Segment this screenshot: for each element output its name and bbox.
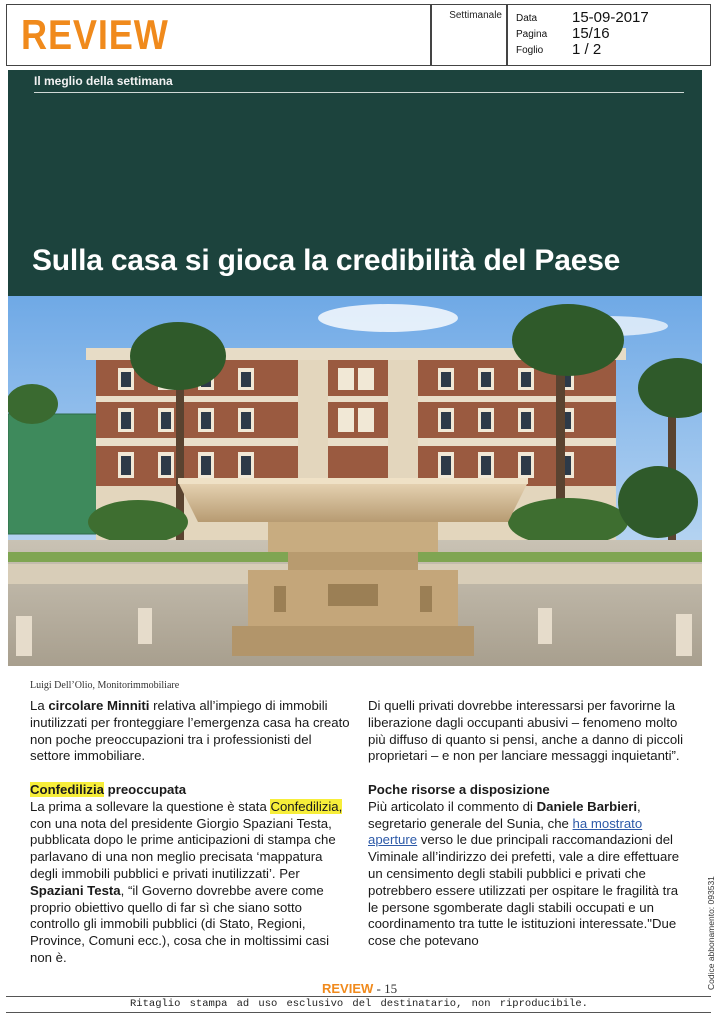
disclaimer-word: del [352,998,372,1010]
disclaimer-word: uso [258,998,278,1010]
meta-page [516,25,706,41]
disclaimer-word: destinatario, [380,998,463,1010]
logo-box [6,4,431,66]
footer-divider [6,1012,711,1013]
photo-credit: Luigi Dell’Olio, Monitorimmobiliare [30,680,180,691]
article-column-right [368,698,690,967]
paragraph: Di quelli privati dovrebbe interessarsi per favorirne la liberazione dagli occupanti abusivi – fenomeno molto più diffuso di quanto si pensi, anche a danno di piccoli proprietari – e non per lanciare messaggi inquietanti”. [368,698,684,764]
disclaimer-word: Ritaglio [130,998,181,1010]
meta-date [516,9,706,25]
disclaimer-word: ad [236,998,250,1010]
paragraph [30,799,352,967]
article-headline: Sulla casa si gioca la credibilità del Paese [32,244,621,277]
disclaimer-word: esclusivo [286,998,344,1010]
text: La [30,698,49,713]
bold-text: Spaziani Testa [30,882,121,898]
page-number [322,981,397,997]
highlight: Confedilizia [30,781,104,797]
meta-key: Data [516,13,538,24]
text: , segretario generale del Sunia, che [368,798,641,831]
disclaimer-word: riproducibile. [499,998,588,1010]
text: preoccupata [104,781,187,797]
review-logo: REVIEW [21,11,169,58]
bold-text: Daniele Barbieri [536,798,638,814]
disclaimer-word: stampa [189,998,228,1010]
meta-key: Foglio [516,45,544,56]
footer-page: - 15 [376,981,398,996]
hero-banner [8,70,702,296]
text: relativa all’impiego di immobili inutilizzati per fronteggiare l’emergenza casa ha creato non poche preoccupazioni tra i professionisti del settore immobiliare. [30,698,350,764]
text: , “il Governo dovrebbe avere come proprio obiettivo quello di far sì che siano sotto controllo gli immobili pubblici (di Stato, Regioni, Province, Comuni ecc.), cosa che in moltissimi casi non è. [30,882,330,965]
footer-brand: REVIEW [322,981,374,996]
text: verso le due principali raccomandazioni del Viminale all’indirizzo dei prefetti, vale a dire effettuare un censimento degli stabili pubblici e privati che potrebbero essere utilizzati per ospitare le fragilità tra le persone sgomberate dagli stabili occupati e un coordinamento tra tutte le istituzioni interessate."Due cose che potevano [368,832,680,949]
frequency-label: Settimanale [449,10,502,21]
article-column-left [30,698,352,984]
subheading: Poche risorse a disposizione [368,781,550,797]
footer-divider [6,996,711,997]
subscription-code: Codice abbonamento: 093531 [706,876,716,990]
bold-text: circolare Minniti [48,698,150,713]
highlight: Confedilizia, [270,798,343,814]
frequency-box [431,4,507,66]
disclaimer-word: non [471,998,491,1010]
text: Più articolato il commento di [368,798,537,814]
kicker-divider [34,92,684,93]
text: La prima a sollevare la questione è stata [30,798,271,814]
text: con una nota del presidente Giorgio Spaziani Testa, pubblicata dopo le prime anticipazioni di stampa che parlavano di una non meglio precisata ‘mappatura degli immobili pubblici e privati inutilizzati’. Per [30,815,336,881]
clipping-disclaimer [130,998,588,1010]
section-kicker: Il meglio della settimana [34,74,173,88]
meta-value: 1 / 2 [572,41,602,58]
hero-photo-viminale [8,296,702,666]
subheading [30,782,352,799]
meta-value: 15/16 [572,25,610,42]
paragraph [30,698,352,765]
meta-value: 15-09-2017 [572,9,649,26]
publication-meta [507,4,711,66]
article-link[interactable]: ha mostrato aperture [368,815,643,848]
meta-sheet [516,41,706,57]
meta-key: Pagina [516,29,548,40]
paragraph [368,799,690,950]
